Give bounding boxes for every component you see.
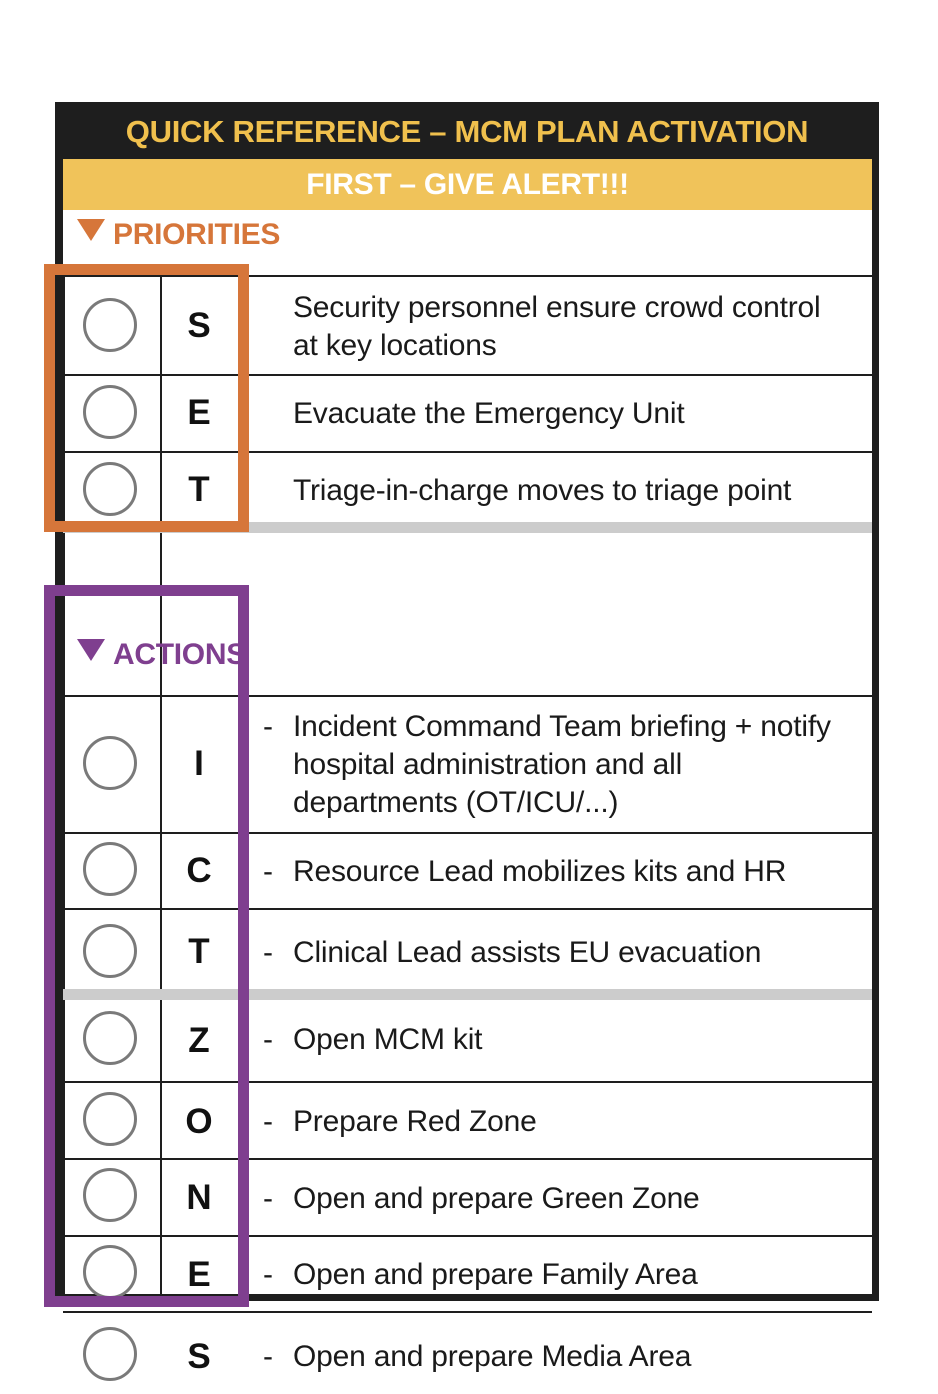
actions-heading: ACTIONS [77, 637, 246, 673]
card-title: QUICK REFERENCE – MCM PLAN ACTIVATION [125, 114, 809, 149]
row-divider [63, 1311, 872, 1313]
priorities-highlight-box [44, 264, 249, 532]
checkbox-circle-s[interactable] [83, 1327, 137, 1381]
action-letter: S [187, 1337, 211, 1376]
card-body: FIRST – GIVE ALERT!!! PRIORITIES S Security personnel ensure crowd control at key locations E Evacuate the Emergency Unit T Triage-in-charge moves to triage point ACTIONS I - Incident Command Team briefing + notify hospital administration and all departments (OT/ICU/...) C - Resource Lead mobilizes kits and HR T - Clinical Lead assists EU evacuation Z - Open MCM kit O - Prepare Red Zone N - Open and prepare Green Zone E - Open and prepare Family Area S - Open and prepare Media Area [63, 159, 872, 1294]
priority-letter: S [187, 306, 211, 345]
triangle-down-icon [77, 219, 105, 241]
priorities-heading: PRIORITIES [77, 217, 280, 253]
action-letter: C [186, 851, 212, 890]
action-letter: O [185, 1102, 213, 1141]
action-letter: N [186, 1178, 212, 1217]
action-letter: E [187, 1255, 211, 1294]
action-letter: I [194, 744, 204, 783]
action-letter: T [188, 932, 210, 971]
alert-banner: FIRST – GIVE ALERT!!! [63, 159, 872, 210]
actions-highlight-box [44, 585, 249, 1307]
priority-letter: E [187, 393, 211, 432]
priority-letter: T [188, 470, 210, 509]
action-letter: Z [188, 1021, 210, 1060]
